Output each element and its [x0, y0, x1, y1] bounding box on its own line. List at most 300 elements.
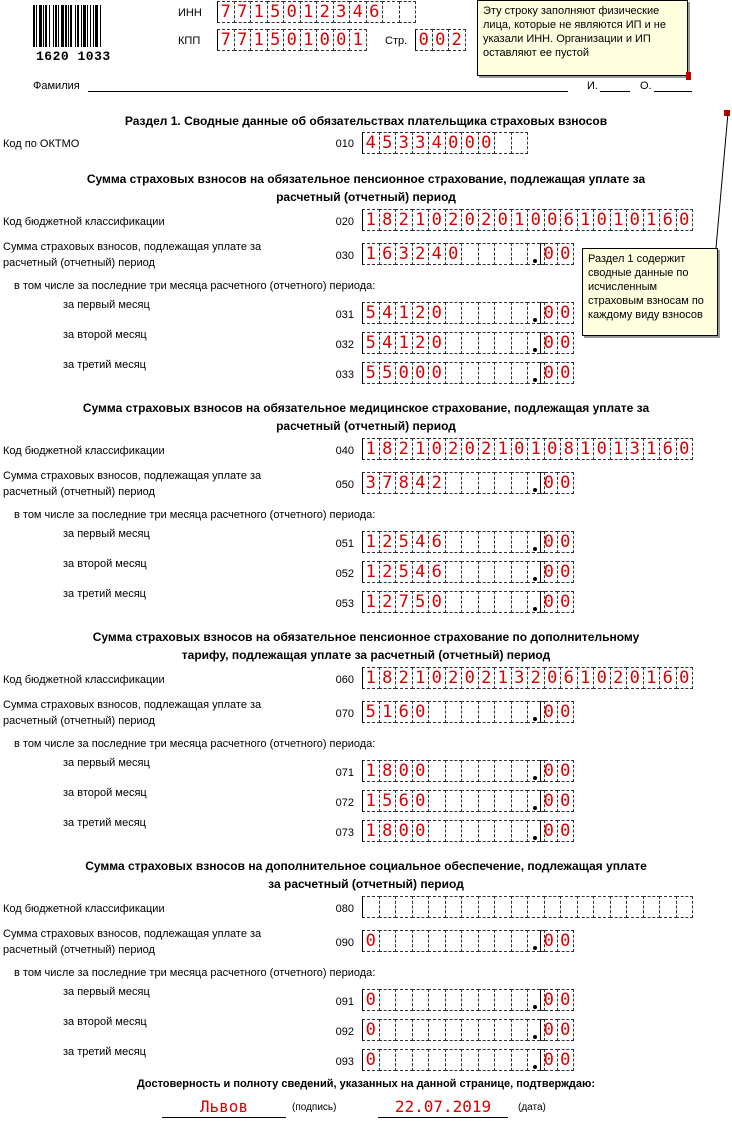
inn-cell[interactable]: 1 — [300, 1, 318, 23]
amount-int-cell[interactable] — [461, 302, 479, 324]
amount-int-cell[interactable]: 2 — [412, 302, 430, 324]
amount-frac-cell[interactable]: 0 — [540, 302, 558, 324]
kbk-cell[interactable]: 0 — [511, 438, 529, 460]
amount-int-cell[interactable] — [428, 790, 446, 812]
amount-int-cell[interactable]: 3 — [395, 243, 413, 265]
kbk-cell[interactable]: 6 — [659, 209, 677, 231]
amount-int-cell[interactable]: 6 — [395, 790, 413, 812]
amount-int-cell[interactable]: 0 — [428, 332, 446, 354]
amount-frac-cell[interactable]: 0 — [540, 930, 558, 952]
amount-int-cell[interactable]: 0 — [412, 701, 430, 723]
kbk-cell[interactable]: 0 — [676, 438, 694, 460]
amount-int-cell[interactable] — [494, 820, 512, 842]
amount-int-cell[interactable] — [511, 362, 529, 384]
amount-int-cell[interactable]: 0 — [362, 1049, 380, 1071]
amount-int-cell[interactable] — [494, 243, 512, 265]
kbk-cell[interactable]: 3 — [626, 438, 644, 460]
amount-int-cell[interactable]: 2 — [412, 332, 430, 354]
amount-int-cell[interactable]: 1 — [362, 561, 380, 583]
amount-integer-cells[interactable] — [362, 701, 544, 723]
kbk-cell[interactable] — [362, 896, 380, 918]
amount-frac-cell[interactable]: 0 — [540, 561, 558, 583]
amount-frac-cell[interactable]: 0 — [557, 591, 575, 613]
kbk-cell[interactable]: 2 — [478, 209, 496, 231]
page-cell[interactable]: 2 — [448, 29, 466, 51]
amount-int-cell[interactable] — [461, 472, 479, 494]
amount-int-cell[interactable]: 1 — [362, 243, 380, 265]
amount-frac-cell[interactable]: 0 — [557, 1019, 575, 1041]
amount-int-cell[interactable]: 3 — [362, 472, 380, 494]
amount-frac-cell[interactable]: 0 — [557, 362, 575, 384]
amount-fraction-cells[interactable] — [540, 760, 573, 782]
kbk-cell[interactable]: 8 — [560, 438, 578, 460]
kbk-cell[interactable]: 1 — [494, 667, 512, 689]
kbk-cell[interactable]: 0 — [428, 438, 446, 460]
amount-int-cell[interactable] — [461, 531, 479, 553]
kbk-cell[interactable]: 2 — [610, 667, 628, 689]
amount-int-cell[interactable] — [494, 472, 512, 494]
amount-int-cell[interactable] — [478, 1019, 496, 1041]
kbk-cell[interactable] — [478, 896, 496, 918]
amount-int-cell[interactable] — [461, 701, 479, 723]
oktmo-cell[interactable]: 0 — [445, 132, 463, 154]
amount-int-cell[interactable] — [461, 1049, 479, 1071]
kpp-cell[interactable]: 0 — [333, 29, 351, 51]
kbk-cell[interactable]: 0 — [593, 438, 611, 460]
amount-int-cell[interactable] — [461, 362, 479, 384]
amount-frac-cell[interactable]: 0 — [540, 820, 558, 842]
kbk-cell[interactable] — [494, 896, 512, 918]
amount-int-cell[interactable] — [511, 472, 529, 494]
kbk-cell[interactable]: 8 — [379, 438, 397, 460]
kbk-cell[interactable]: 2 — [527, 667, 545, 689]
amount-int-cell[interactable] — [511, 760, 529, 782]
amount-int-cell[interactable] — [511, 820, 529, 842]
amount-fraction-cells[interactable] — [540, 472, 573, 494]
oktmo-cell[interactable] — [494, 132, 512, 154]
amount-int-cell[interactable]: 1 — [362, 591, 380, 613]
kbk-cell[interactable]: 1 — [643, 438, 661, 460]
amount-frac-cell[interactable]: 0 — [557, 1049, 575, 1071]
amount-int-cell[interactable] — [478, 362, 496, 384]
amount-int-cell[interactable] — [445, 561, 463, 583]
amount-int-cell[interactable]: 7 — [379, 472, 397, 494]
amount-int-cell[interactable] — [511, 701, 529, 723]
amount-int-cell[interactable] — [395, 1019, 413, 1041]
amount-int-cell[interactable]: 0 — [428, 362, 446, 384]
amount-fraction-cells[interactable] — [540, 930, 573, 952]
amount-int-cell[interactable] — [478, 760, 496, 782]
amount-int-cell[interactable]: 1 — [395, 332, 413, 354]
amount-int-cell[interactable] — [511, 591, 529, 613]
amount-integer-cells[interactable] — [362, 760, 544, 782]
kbk-cells[interactable] — [362, 667, 692, 689]
amount-int-cell[interactable]: 6 — [379, 243, 397, 265]
amount-int-cell[interactable] — [478, 790, 496, 812]
kbk-cell[interactable]: 2 — [395, 209, 413, 231]
inn-cell[interactable]: 2 — [316, 1, 334, 23]
kbk-cell[interactable]: 1 — [511, 209, 529, 231]
amount-int-cell[interactable] — [428, 1049, 446, 1071]
kpp-cell[interactable]: 7 — [217, 29, 235, 51]
kbk-cell[interactable] — [610, 896, 628, 918]
amount-int-cell[interactable] — [461, 930, 479, 952]
kbk-cell[interactable]: 6 — [560, 209, 578, 231]
amount-int-cell[interactable]: 5 — [412, 591, 430, 613]
amount-int-cell[interactable]: 4 — [428, 243, 446, 265]
amount-int-cell[interactable] — [428, 701, 446, 723]
inn-cell[interactable]: 5 — [267, 1, 285, 23]
kbk-cell[interactable] — [593, 896, 611, 918]
amount-int-cell[interactable] — [445, 760, 463, 782]
amount-int-cell[interactable] — [478, 531, 496, 553]
amount-fraction-cells[interactable] — [540, 531, 573, 553]
amount-integer-cells[interactable] — [362, 531, 544, 553]
amount-integer-cells[interactable] — [362, 472, 544, 494]
amount-int-cell[interactable] — [511, 332, 529, 354]
amount-int-cell[interactable]: 0 — [412, 820, 430, 842]
kbk-cell[interactable]: 0 — [494, 209, 512, 231]
kbk-cell[interactable]: 0 — [461, 209, 479, 231]
kbk-cell[interactable]: 1 — [412, 209, 430, 231]
amount-frac-cell[interactable]: 0 — [557, 930, 575, 952]
amount-int-cell[interactable]: 2 — [428, 472, 446, 494]
amount-int-cell[interactable] — [445, 989, 463, 1011]
amount-integer-cells[interactable] — [362, 561, 544, 583]
oktmo-cell[interactable] — [511, 132, 529, 154]
kbk-cell[interactable]: 2 — [395, 667, 413, 689]
amount-int-cell[interactable] — [445, 790, 463, 812]
kbk-cell[interactable]: 0 — [593, 209, 611, 231]
amount-int-cell[interactable] — [445, 820, 463, 842]
amount-int-cell[interactable] — [379, 989, 397, 1011]
amount-int-cell[interactable] — [461, 989, 479, 1011]
kbk-cell[interactable] — [527, 896, 545, 918]
kpp-cell[interactable]: 7 — [234, 29, 252, 51]
amount-frac-cell[interactable]: 0 — [540, 362, 558, 384]
amount-frac-cell[interactable]: 0 — [557, 472, 575, 494]
amount-int-cell[interactable] — [461, 561, 479, 583]
amount-frac-cell[interactable]: 0 — [540, 531, 558, 553]
amount-int-cell[interactable] — [478, 930, 496, 952]
kbk-cell[interactable] — [676, 896, 694, 918]
amount-int-cell[interactable] — [478, 243, 496, 265]
oktmo-cell[interactable]: 5 — [379, 132, 397, 154]
kbk-cell[interactable]: 1 — [527, 438, 545, 460]
kbk-cell[interactable]: 0 — [428, 209, 446, 231]
oktmo-cell[interactable]: 0 — [478, 132, 496, 154]
oktmo-cell[interactable]: 3 — [412, 132, 430, 154]
amount-int-cell[interactable]: 5 — [362, 701, 380, 723]
amount-integer-cells[interactable] — [362, 243, 544, 265]
amount-int-cell[interactable]: 0 — [412, 362, 430, 384]
amount-fraction-cells[interactable] — [540, 302, 573, 324]
kbk-cells[interactable] — [362, 209, 692, 231]
amount-int-cell[interactable] — [494, 362, 512, 384]
oktmo-cell[interactable]: 3 — [395, 132, 413, 154]
amount-int-cell[interactable] — [461, 591, 479, 613]
amount-integer-cells[interactable] — [362, 302, 544, 324]
amount-int-cell[interactable] — [445, 930, 463, 952]
kpp-cell[interactable]: 1 — [300, 29, 318, 51]
amount-frac-cell[interactable]: 0 — [557, 302, 575, 324]
amount-frac-cell[interactable]: 0 — [540, 989, 558, 1011]
amount-int-cell[interactable]: 6 — [395, 701, 413, 723]
amount-int-cell[interactable] — [461, 243, 479, 265]
amount-int-cell[interactable]: 5 — [395, 561, 413, 583]
kbk-cells[interactable] — [362, 438, 692, 460]
kbk-cell[interactable]: 1 — [610, 209, 628, 231]
kbk-cell[interactable] — [544, 896, 562, 918]
amount-frac-cell[interactable]: 0 — [557, 243, 575, 265]
amount-int-cell[interactable] — [379, 1019, 397, 1041]
kbk-cell[interactable]: 0 — [676, 667, 694, 689]
kbk-cell[interactable]: 1 — [610, 438, 628, 460]
amount-int-cell[interactable] — [494, 930, 512, 952]
kpp-cells[interactable] — [217, 29, 366, 51]
inn-cells[interactable] — [217, 1, 415, 23]
amount-int-cell[interactable]: 0 — [362, 989, 380, 1011]
amount-int-cell[interactable] — [478, 820, 496, 842]
amount-int-cell[interactable]: 4 — [412, 472, 430, 494]
amount-int-cell[interactable]: 6 — [428, 531, 446, 553]
amount-int-cell[interactable]: 0 — [412, 760, 430, 782]
kbk-cell[interactable]: 0 — [428, 667, 446, 689]
amount-integer-cells[interactable] — [362, 930, 544, 952]
amount-int-cell[interactable] — [511, 243, 529, 265]
inn-cell[interactable]: 3 — [333, 1, 351, 23]
amount-int-cell[interactable] — [494, 591, 512, 613]
kbk-cell[interactable] — [577, 896, 595, 918]
kbk-cell[interactable]: 2 — [445, 438, 463, 460]
amount-int-cell[interactable] — [511, 989, 529, 1011]
signature[interactable]: Львов — [162, 1097, 286, 1118]
amount-int-cell[interactable] — [412, 1049, 430, 1071]
kpp-cell[interactable]: 0 — [316, 29, 334, 51]
amount-int-cell[interactable] — [445, 531, 463, 553]
amount-integer-cells[interactable] — [362, 790, 544, 812]
amount-frac-cell[interactable]: 0 — [540, 591, 558, 613]
kbk-cell[interactable]: 1 — [362, 209, 380, 231]
amount-int-cell[interactable]: 8 — [379, 820, 397, 842]
kbk-cell[interactable]: 0 — [626, 209, 644, 231]
inn-cell[interactable]: 7 — [234, 1, 252, 23]
amount-int-cell[interactable]: 0 — [412, 790, 430, 812]
oktmo-cell[interactable]: 4 — [362, 132, 380, 154]
amount-frac-cell[interactable]: 0 — [540, 760, 558, 782]
kbk-cell[interactable]: 1 — [577, 667, 595, 689]
amount-int-cell[interactable] — [428, 820, 446, 842]
inn-cell[interactable] — [382, 1, 400, 23]
amount-fraction-cells[interactable] — [540, 332, 573, 354]
amount-int-cell[interactable]: 2 — [379, 561, 397, 583]
inn-cell[interactable]: 4 — [349, 1, 367, 23]
amount-int-cell[interactable] — [461, 1019, 479, 1041]
kbk-cell[interactable] — [560, 896, 578, 918]
kpp-cell[interactable]: 5 — [267, 29, 285, 51]
amount-int-cell[interactable] — [395, 1049, 413, 1071]
kbk-cell[interactable]: 0 — [461, 667, 479, 689]
kbk-cell[interactable]: 6 — [659, 438, 677, 460]
kpp-cell[interactable]: 1 — [250, 29, 268, 51]
amount-int-cell[interactable]: 2 — [379, 591, 397, 613]
surname-field[interactable] — [88, 78, 568, 92]
amount-frac-cell[interactable]: 0 — [557, 701, 575, 723]
amount-int-cell[interactable] — [494, 1049, 512, 1071]
kbk-cell[interactable] — [379, 896, 397, 918]
amount-int-cell[interactable] — [478, 332, 496, 354]
kpp-cell[interactable]: 1 — [349, 29, 367, 51]
amount-int-cell[interactable] — [445, 1019, 463, 1041]
amount-int-cell[interactable]: 8 — [379, 760, 397, 782]
amount-int-cell[interactable] — [461, 820, 479, 842]
amount-int-cell[interactable] — [461, 332, 479, 354]
amount-frac-cell[interactable]: 0 — [557, 820, 575, 842]
amount-int-cell[interactable]: 0 — [395, 820, 413, 842]
amount-int-cell[interactable]: 1 — [379, 701, 397, 723]
amount-fraction-cells[interactable] — [540, 243, 573, 265]
kbk-cell[interactable] — [659, 896, 677, 918]
amount-integer-cells[interactable] — [362, 989, 544, 1011]
kbk-cell[interactable] — [461, 896, 479, 918]
amount-int-cell[interactable] — [511, 1049, 529, 1071]
kbk-cell[interactable]: 1 — [412, 667, 430, 689]
amount-int-cell[interactable] — [461, 790, 479, 812]
kbk-cell[interactable]: 1 — [362, 438, 380, 460]
kbk-cell[interactable]: 6 — [659, 667, 677, 689]
kbk-cell[interactable]: 0 — [676, 209, 694, 231]
kbk-cell[interactable] — [643, 896, 661, 918]
amount-integer-cells[interactable] — [362, 1049, 544, 1071]
amount-int-cell[interactable]: 5 — [395, 531, 413, 553]
amount-int-cell[interactable]: 0 — [395, 760, 413, 782]
oktmo-cells[interactable] — [362, 132, 527, 154]
amount-int-cell[interactable] — [478, 989, 496, 1011]
amount-int-cell[interactable] — [445, 1049, 463, 1071]
amount-fraction-cells[interactable] — [540, 820, 573, 842]
amount-int-cell[interactable]: 4 — [412, 561, 430, 583]
amount-frac-cell[interactable]: 0 — [540, 472, 558, 494]
amount-int-cell[interactable] — [511, 561, 529, 583]
kbk-cells[interactable] — [362, 896, 692, 918]
amount-int-cell[interactable] — [412, 1019, 430, 1041]
kbk-cell[interactable]: 0 — [461, 438, 479, 460]
kbk-cell[interactable]: 1 — [577, 438, 595, 460]
amount-int-cell[interactable] — [478, 472, 496, 494]
page-cell[interactable]: 0 — [415, 29, 433, 51]
amount-int-cell[interactable] — [494, 989, 512, 1011]
kbk-cell[interactable] — [412, 896, 430, 918]
amount-int-cell[interactable]: 8 — [395, 472, 413, 494]
amount-int-cell[interactable] — [461, 760, 479, 782]
amount-integer-cells[interactable] — [362, 591, 544, 613]
amount-int-cell[interactable]: 1 — [395, 302, 413, 324]
kbk-cell[interactable]: 1 — [494, 438, 512, 460]
amount-int-cell[interactable] — [478, 701, 496, 723]
amount-int-cell[interactable] — [445, 362, 463, 384]
kbk-cell[interactable]: 2 — [478, 438, 496, 460]
amount-int-cell[interactable]: 1 — [362, 790, 380, 812]
amount-int-cell[interactable]: 2 — [379, 531, 397, 553]
amount-fraction-cells[interactable] — [540, 362, 573, 384]
kbk-cell[interactable] — [626, 896, 644, 918]
amount-frac-cell[interactable]: 0 — [540, 1049, 558, 1071]
amount-frac-cell[interactable]: 0 — [557, 989, 575, 1011]
amount-frac-cell[interactable]: 0 — [540, 1019, 558, 1041]
amount-int-cell[interactable]: 1 — [362, 760, 380, 782]
oktmo-cell[interactable]: 4 — [428, 132, 446, 154]
initial-i-field[interactable] — [600, 78, 630, 92]
amount-int-cell[interactable]: 0 — [428, 591, 446, 613]
amount-integer-cells[interactable] — [362, 332, 544, 354]
amount-int-cell[interactable] — [445, 472, 463, 494]
amount-int-cell[interactable] — [511, 930, 529, 952]
amount-fraction-cells[interactable] — [540, 591, 573, 613]
amount-int-cell[interactable]: 0 — [428, 302, 446, 324]
inn-cell[interactable]: 1 — [250, 1, 268, 23]
kbk-cell[interactable]: 1 — [412, 438, 430, 460]
kbk-cell[interactable] — [511, 896, 529, 918]
amount-int-cell[interactable] — [379, 930, 397, 952]
kbk-cell[interactable]: 0 — [527, 209, 545, 231]
kbk-cell[interactable]: 0 — [544, 438, 562, 460]
amount-frac-cell[interactable]: 0 — [540, 701, 558, 723]
amount-int-cell[interactable] — [494, 332, 512, 354]
amount-fraction-cells[interactable] — [540, 701, 573, 723]
amount-int-cell[interactable] — [395, 989, 413, 1011]
kbk-cell[interactable]: 8 — [379, 667, 397, 689]
amount-int-cell[interactable]: 6 — [428, 561, 446, 583]
inn-cell[interactable]: 0 — [283, 1, 301, 23]
amount-int-cell[interactable]: 5 — [362, 362, 380, 384]
amount-int-cell[interactable]: 0 — [395, 362, 413, 384]
amount-int-cell[interactable] — [494, 760, 512, 782]
amount-int-cell[interactable] — [494, 1019, 512, 1041]
amount-int-cell[interactable] — [428, 989, 446, 1011]
amount-int-cell[interactable]: 4 — [412, 531, 430, 553]
kbk-cell[interactable]: 0 — [544, 209, 562, 231]
amount-int-cell[interactable] — [511, 1019, 529, 1041]
amount-int-cell[interactable] — [494, 790, 512, 812]
amount-frac-cell[interactable]: 0 — [540, 332, 558, 354]
amount-int-cell[interactable]: 0 — [362, 1019, 380, 1041]
kbk-cell[interactable]: 0 — [626, 667, 644, 689]
inn-cell[interactable]: 7 — [217, 1, 235, 23]
amount-int-cell[interactable]: 1 — [362, 531, 380, 553]
amount-int-cell[interactable] — [379, 1049, 397, 1071]
amount-int-cell[interactable] — [494, 701, 512, 723]
amount-frac-cell[interactable]: 0 — [557, 561, 575, 583]
amount-int-cell[interactable] — [478, 561, 496, 583]
kbk-cell[interactable]: 0 — [593, 667, 611, 689]
amount-int-cell[interactable] — [511, 790, 529, 812]
amount-int-cell[interactable]: 0 — [445, 243, 463, 265]
amount-int-cell[interactable] — [445, 591, 463, 613]
amount-int-cell[interactable]: 0 — [362, 930, 380, 952]
amount-int-cell[interactable] — [395, 930, 413, 952]
amount-fraction-cells[interactable] — [540, 989, 573, 1011]
amount-fraction-cells[interactable] — [540, 790, 573, 812]
amount-frac-cell[interactable]: 0 — [557, 531, 575, 553]
amount-frac-cell[interactable]: 0 — [557, 790, 575, 812]
amount-int-cell[interactable] — [494, 561, 512, 583]
kbk-cell[interactable]: 6 — [560, 667, 578, 689]
amount-int-cell[interactable] — [428, 1019, 446, 1041]
amount-int-cell[interactable] — [412, 930, 430, 952]
kbk-cell[interactable]: 2 — [445, 667, 463, 689]
inn-cell[interactable]: 6 — [366, 1, 384, 23]
amount-int-cell[interactable] — [494, 531, 512, 553]
